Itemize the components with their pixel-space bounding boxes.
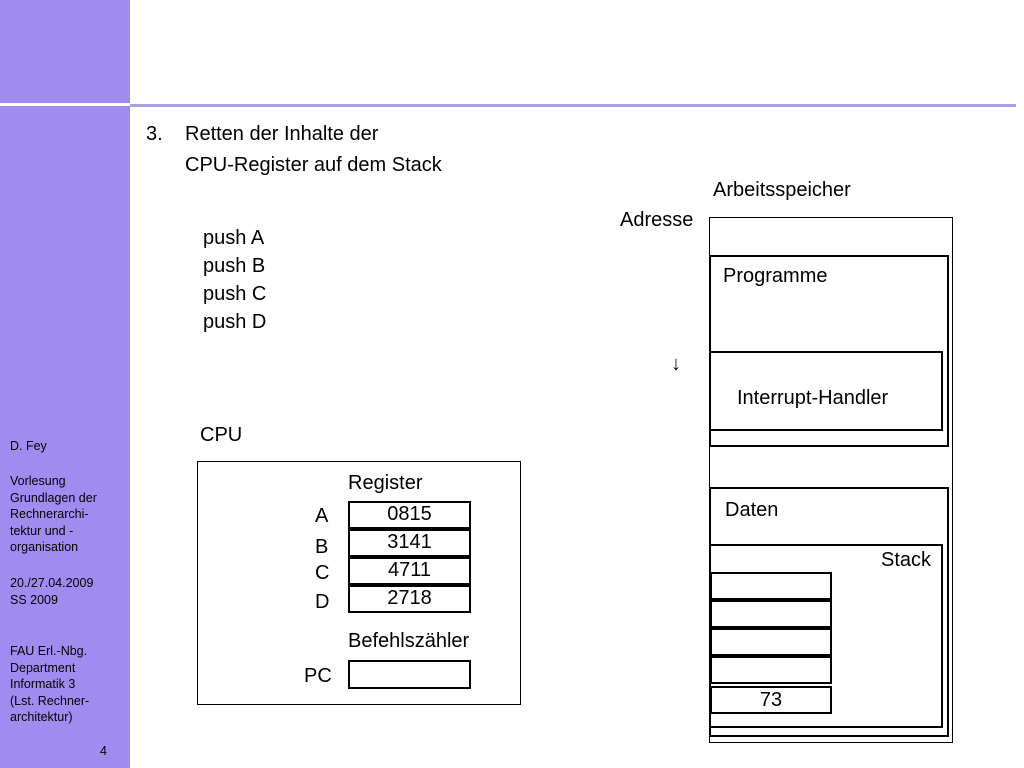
push-instruction: push B (203, 255, 266, 277)
register-name-c: C (315, 562, 330, 584)
step-heading-line2: CPU-Register auf dem Stack (185, 154, 442, 176)
step-number: 3. (146, 123, 163, 145)
register-a-value: 0815 (348, 501, 471, 529)
author-label: D. Fey (10, 439, 47, 453)
stack-label: Stack (881, 549, 932, 571)
push-instruction: push D (203, 311, 267, 333)
memory-title: Arbeitsspeicher (713, 179, 851, 201)
stack-slot (710, 628, 832, 656)
pc-name: PC (304, 665, 332, 687)
register-d-value: 2718 (348, 585, 471, 613)
stack-slot (710, 656, 832, 684)
header-divider (130, 104, 1016, 107)
register-b-value: 3141 (348, 529, 471, 557)
register-c-value: 4711 (348, 557, 471, 585)
data-label: Daten (725, 499, 779, 521)
slide-number: 4 (100, 744, 107, 758)
arrow-down-icon: ↓ (671, 353, 681, 375)
register-header: Register (348, 472, 423, 494)
pc-header: Befehlszähler (348, 630, 470, 652)
push-instruction: push A (203, 227, 265, 249)
institution-label: FAU Erl.-Nbg. Department Informatik 3 (Lst. Rechner- architektur) (10, 644, 90, 724)
push-instruction: push C (203, 283, 267, 305)
step-heading-line1: Retten der Inhalte der (185, 123, 379, 145)
register-name-b: B (315, 536, 329, 558)
pc-value (348, 660, 471, 689)
header-divider-left (0, 103, 130, 106)
interrupt-handler-label: Interrupt-Handler (737, 387, 889, 409)
cpu-label: CPU (200, 424, 243, 446)
address-label: Adresse (620, 209, 694, 231)
course-label: Vorlesung Grundlagen der Rechnerarchi- tektur und - organisation (10, 474, 97, 554)
register-name-d: D (315, 591, 330, 613)
stack-slot-top: 73 (710, 686, 832, 714)
register-name-a: A (315, 505, 329, 527)
stack-slot (710, 600, 832, 628)
programs-label: Programme (723, 265, 828, 287)
stack-slot (710, 572, 832, 600)
dates-label: 20./27.04.2009 SS 2009 (10, 576, 94, 607)
